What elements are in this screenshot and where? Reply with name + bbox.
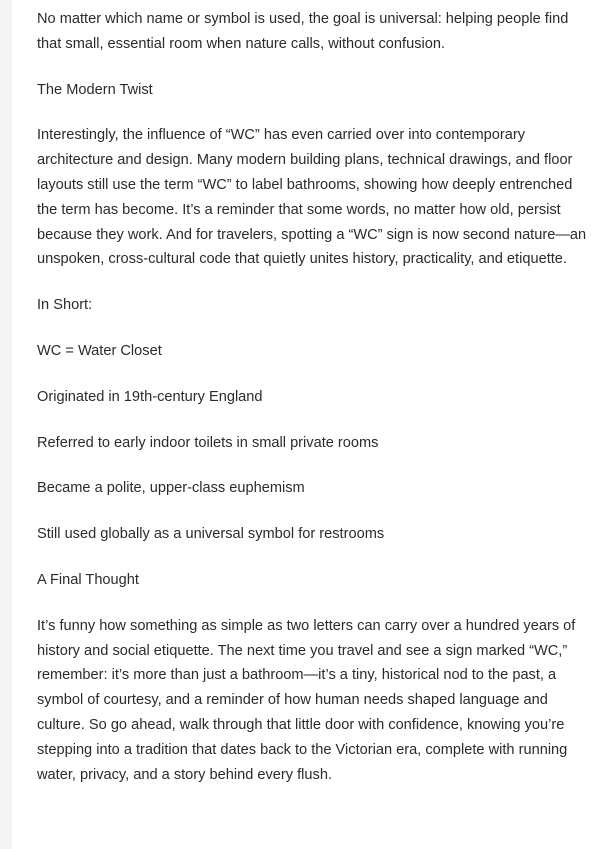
final-thought-paragraph: It’s funny how something as simple as two letters can carry over a hundred years of history and social etiquette. The next time you travel and see a sign marked “WC,” remember: it’s more than just a bathroom—it’s a tiny, historical nod to the past, a symbol of courtesy, and a reminder of how human needs shaped language and culture. So go ahead, walk through that little door with confidence, knowing you’re stepping into a tradition that dates back to the Victorian era, complete with running water, privacy, and a story behind every flush. — [37, 617, 576, 783]
modern-twist-paragraph: Interestingly, the influence of “WC” has even carried over into contemporary architecture and design. Many modern building plans, technical drawings, and floor layouts still use the term “WC” to label bathrooms, showing how deeply entrenched the term has become. It’s a reminder that some words, no matter how old, persist because they work. And for travelers, spotting a “WC” sign is now second nature—an unspoken, cross-cultural code that quietly unites history, practicality, and etiquette. — [37, 127, 587, 268]
intro-closing-paragraph: No matter which name or symbol is used, the goal is universal: helping people find that small, essential room when nature calls, without confusion. — [37, 11, 569, 52]
article-body — [12, 0, 610, 849]
section-heading-in-short: In Short: — [37, 297, 93, 314]
summary-item: Became a polite, upper-class euphemism — [37, 480, 305, 497]
section-heading-modern-twist: The Modern Twist — [37, 81, 153, 98]
summary-item: Originated in 19th-century England — [37, 388, 263, 405]
summary-item: WC = Water Closet — [37, 342, 162, 359]
summary-item: Referred to early indoor toilets in small private rooms — [37, 434, 379, 451]
section-heading-final-thought: A Final Thought — [37, 571, 139, 588]
summary-item: Still used globally as a universal symbol for restrooms — [37, 526, 385, 543]
